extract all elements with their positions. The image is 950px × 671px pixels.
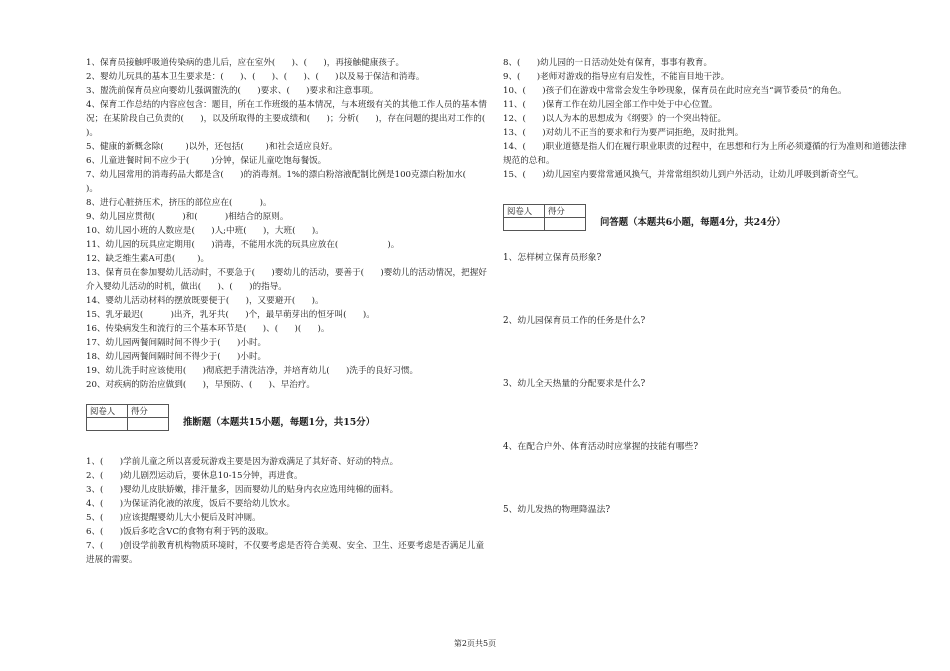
score-box <box>503 204 586 231</box>
fill-blank-question: 18、幼儿园两餐间隔时间不得少于( )小时。 <box>86 352 267 362</box>
tf-question: 11、( )保育工作在幼儿园全部工作中处于中心位置。 <box>503 100 718 110</box>
fill-blank-question: 14、婴幼儿活动材料的摆放既要便于( )，又要避开( )。 <box>86 296 324 306</box>
fill-blank-question: 13、保育员在参加婴幼儿活动时，不要急于( )婴幼儿的活动，要善于( )婴幼儿的活动情况，把握好介入婴幼儿活动的时机，做出( )、( )的指导。 <box>86 268 487 292</box>
tf-list-left <box>86 455 491 567</box>
score-label: 得分 <box>128 405 169 418</box>
tf-question: 5、( )应该提醒婴幼儿大小便后及时冲厕。 <box>86 513 261 523</box>
reviewer-cell[interactable] <box>504 218 545 231</box>
fill-blank-question: 19、幼儿洗手时应该使用( )彻底把手清洗洁净，并培育幼儿( )洗手的良好习惯。 <box>86 366 419 376</box>
fill-blank-question: 9、幼儿园应贯彻( )和( )相结合的原则。 <box>86 212 289 222</box>
fill-blank-question: 10、幼儿园小班的人数应是( )人;中班( )，大班( )。 <box>86 226 324 236</box>
tf-question: 8、( )幼儿园的一日活动处处有保育，事事有教育。 <box>503 58 713 68</box>
fill-blank-question: 4、保育工作总结的内容应包含：题目，所在工作班级的基本情况，与本班级有关的其他工作人员的基本情况；在某阶段自己负责的( )，以及所取得的主要成绩和( )；分析( )，存在问题的提出对工作的( )。 <box>86 100 502 138</box>
tf-section-header <box>86 404 491 431</box>
qa-question: 5、幼儿发热的物理降温法? <box>503 505 611 515</box>
fill-blank-question: 1、保育员接触呼吸道传染病的患儿后，应在室外( )、( )，再接触健康孩子。 <box>86 58 405 68</box>
page-number: 第2页共5页 <box>453 639 497 648</box>
qa-question: 2、幼儿园保育员工作的任务是什么? <box>503 316 646 326</box>
tf-question: 1、( )学前儿童之所以喜爱玩游戏主要是因为游戏满足了其好奇、好动的特点。 <box>86 457 399 467</box>
tf-question: 9、( )老师对游戏的指导应有启发性，不能盲目地干涉。 <box>503 72 730 82</box>
fill-blank-question: 3、盥洗前保育员应向婴幼儿强调盥洗的( )要求、( )要求和注意事项。 <box>86 86 379 96</box>
fill-blank-question: 5、健康的新概念除( )以外，还包括( )和社会适应良好。 <box>86 142 338 152</box>
reviewer-label: 阅卷人 <box>87 405 128 418</box>
tf-question: 3、( )婴幼儿皮肤娇嫩，排汗量多，因而婴幼儿的贴身内衣应选用纯棉的面料。 <box>86 485 399 495</box>
tf-question: 4、( )为保证消化液的浓度，饭后不要给幼儿饮水。 <box>86 499 296 509</box>
fill-blank-list <box>86 56 502 392</box>
tf-question: 6、( )饭后多吃含VC的食物有利于钙的汲取。 <box>86 527 274 537</box>
qa-section-title: 问答题（本题共6小题，每题4分，共24分） <box>600 217 786 228</box>
fill-blank-question: 8、进行心脏挤压术，挤压的部位应在( )。 <box>86 198 272 208</box>
tf-section-title: 推断题（本题共15小题，每题1分，共15分） <box>183 417 375 428</box>
fill-blank-question: 6、儿童进餐时间不应少于( )分钟，保证儿童吃饱每餐饭。 <box>86 156 327 166</box>
reviewer-cell[interactable] <box>87 418 128 431</box>
fill-blank-question: 15、乳牙最迟( )出齐，乳牙共( )个，最早萌芽出的恒牙叫( )。 <box>86 310 375 320</box>
left-column <box>86 56 502 567</box>
score-cell[interactable] <box>128 418 169 431</box>
fill-blank-question: 2、婴幼儿玩具的基本卫生要求是：( )、( )、( )、( )以及易于保洁和消毒。 <box>86 72 425 82</box>
tf-question: 10、( )孩子们在游戏中常常会发生争吵现象，保育员在此时应充当“调节委员”的角色。 <box>503 86 847 96</box>
tf-question: 2、( )幼儿剧烈运动后，要休息10-15分钟，再进食。 <box>86 471 303 481</box>
fill-blank-question: 17、幼儿园两餐间隔时间不得少于( )小时。 <box>86 338 267 348</box>
score-label: 得分 <box>545 205 586 218</box>
tf-question: 14、( )职业道德是指人们在履行职业职责的过程中，在思想和行为上所必须遵循的行为准则和道德法律规范的总和。 <box>503 142 907 166</box>
fill-blank-question: 16、传染病发生和流行的三个基本环节是( )、( )( )。 <box>86 324 330 334</box>
tf-question: 12、( )以人为本的思想成为《纲要》的一个突出特征。 <box>503 114 727 124</box>
tf-list-right <box>503 56 913 182</box>
qa-question: 4、在配合户外、体育活动时应掌握的技能有哪些? <box>503 442 699 452</box>
reviewer-label: 阅卷人 <box>504 205 545 218</box>
qa-question: 3、幼儿全天热量的分配要求是什么? <box>503 379 646 389</box>
tf-question: 7、( )创设学前教育机构物质环境时，不仅要考虑是否符合美观、安全、卫生、还要考虑是否满足儿童进展的需要。 <box>86 541 485 565</box>
score-box <box>86 404 169 431</box>
right-column <box>503 56 913 566</box>
tf-question: 15、( )幼儿园室内要常常通风换气，并常常组织幼儿到户外活动，让幼儿呼吸到新奇空气。 <box>503 170 864 180</box>
qa-section-header <box>503 204 913 231</box>
qa-question: 1、怎样树立保育员形象? <box>503 253 602 263</box>
tf-question: 13、( )对幼儿不正当的要求和行为要严词拒绝，及时批判。 <box>503 128 744 138</box>
fill-blank-question: 11、幼儿园的玩具应定期用( )消毒，不能用水洗的玩具应放在( )。 <box>86 240 400 250</box>
fill-blank-question: 20、对疾病的防治应做到( )，早预防、( )、早治疗。 <box>86 380 316 390</box>
score-cell[interactable] <box>545 218 586 231</box>
fill-blank-question: 12、缺乏维生素A可患( )。 <box>86 254 210 264</box>
qa-list <box>503 251 913 566</box>
fill-blank-question: 7、幼儿园常用的消毒药品大都是含( )的消毒剂。1%的漂白粉溶液配制比例是100克漂白粉加水( )。 <box>86 170 488 194</box>
